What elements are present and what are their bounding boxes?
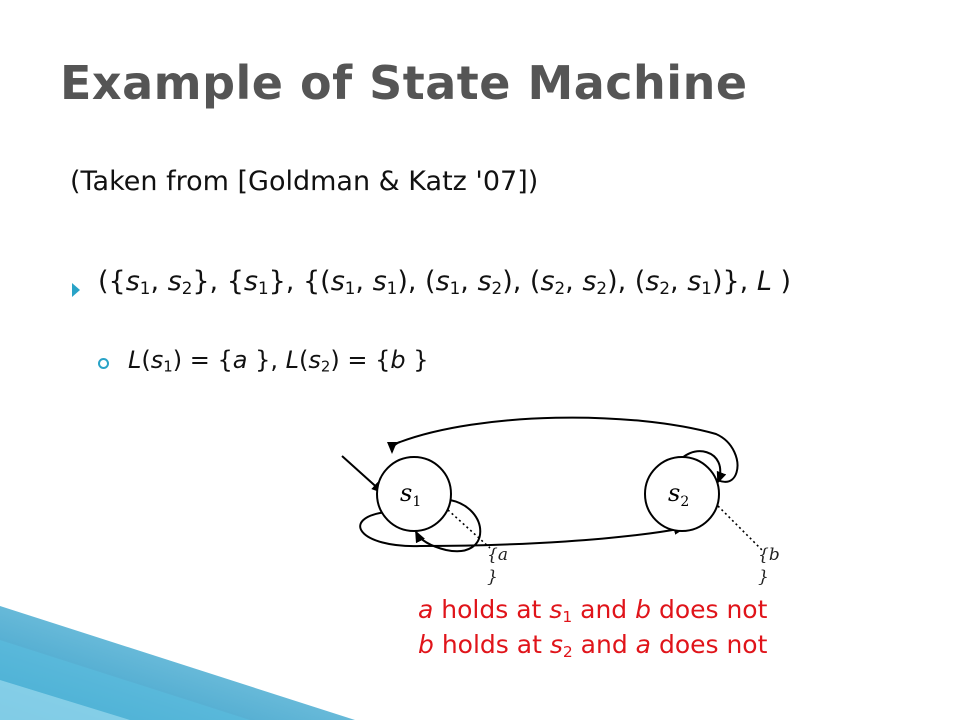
label-set-s2 (758, 544, 786, 588)
note-line-1: a holds at $s_1$ and b does not (418, 595, 768, 626)
label-set-s1-open: {a (487, 545, 508, 565)
notes (418, 592, 808, 662)
label-connector-s2 (718, 506, 762, 550)
label-set-s1 (487, 544, 515, 588)
labeling-bullet: $L(s_1) = \{a$ }, $L(s_2) = \{b$ } (128, 346, 429, 376)
tuple-bullet: ({$s_1$, $s_2$}, $\{s_1\}$, {($s_1$, $s_1$), ($s_1$, $s_2$), ($s_2$, $s_2$), ($s_2$, $s_1$)}, L ) (98, 266, 792, 299)
state-s1-label: $s_1$ (400, 479, 422, 510)
state-s2-label: $s_2$ (668, 479, 690, 510)
label-set-s1-close: } (487, 567, 498, 587)
initial-arrow (342, 456, 382, 492)
label-set-s2-close: } (758, 567, 769, 587)
label-set-s2-open: {b (758, 545, 780, 565)
subtitle: (Taken from [Goldman & Katz '07]) (70, 166, 539, 197)
slide-title: Example of State Machine (60, 56, 748, 110)
note-line-2: b holds at $s_2$ and a does not (418, 630, 768, 661)
label-connector-s1 (448, 510, 490, 548)
